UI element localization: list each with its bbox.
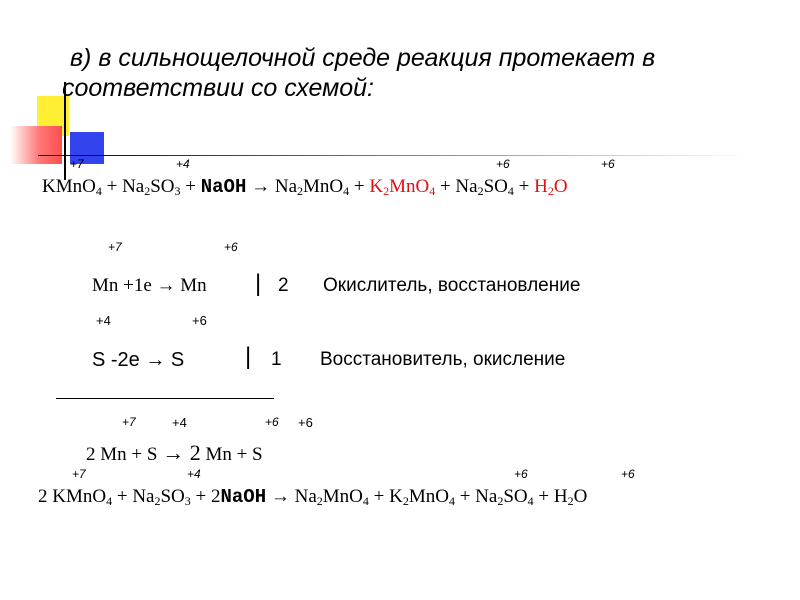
divider-bar: | [255, 270, 262, 297]
ox-state: +7 [72, 467, 86, 481]
sum-separator [56, 398, 274, 399]
equation-balanced: 2 KMnO$_4$ + $Na_2SO_3$ + 2NaOH → $Na_2MnO_4 + K_2MnO_4 + Na_2SO_4 + H_2O$ [38, 486, 588, 508]
ox-state: +6 [265, 415, 279, 429]
summed-ionic-equation: 2 Mn + S → 2 Mn + S [86, 440, 263, 465]
ox-state: +7 [108, 240, 122, 254]
ox-state: +4 [172, 415, 187, 430]
ox-state: +6 [298, 415, 313, 430]
mn-coefficient: 2 [278, 275, 289, 296]
ox-state: +7 [122, 415, 136, 429]
decor-horizontal-line [38, 155, 750, 156]
half-reaction-mn: Mn +1e → Mn [92, 275, 207, 296]
ox-state: +6 [601, 157, 615, 171]
product-h2o: $H_2O$ [534, 176, 568, 198]
half-reaction-s: S -2e → S [92, 349, 185, 371]
decor-red-square [10, 126, 62, 164]
ox-state: +4 [187, 467, 201, 481]
ox-state: +7 [70, 157, 84, 171]
ox-state: +6 [496, 157, 510, 171]
divider-bar: | [245, 343, 252, 370]
heading-line-1: в) в сильнощелочной среде реакция протекает в [70, 44, 656, 72]
ox-state: +6 [224, 240, 238, 254]
equation-unbalanced: KMnO$_4$ + $Na_2SO_3$ + NaOH → $Na_2MnO_4 + K_2MnO_4 + Na_2SO_4 + H_2O$ [42, 176, 568, 198]
product-k2mno4: $K_2MnO_4$ [369, 176, 436, 198]
ox-state: +4 [176, 157, 190, 171]
reducer-label: Восстановитель, окисление [320, 349, 566, 370]
heading-line-2: соответствии со схемой: [62, 74, 374, 102]
ox-state: +4 [96, 313, 111, 328]
ox-state: +6 [621, 467, 635, 481]
ox-state: +6 [514, 467, 528, 481]
oxidizer-label: Окислитель, восстановление [323, 275, 581, 296]
s-coefficient: 1 [271, 349, 282, 370]
ox-state: +6 [192, 313, 207, 328]
